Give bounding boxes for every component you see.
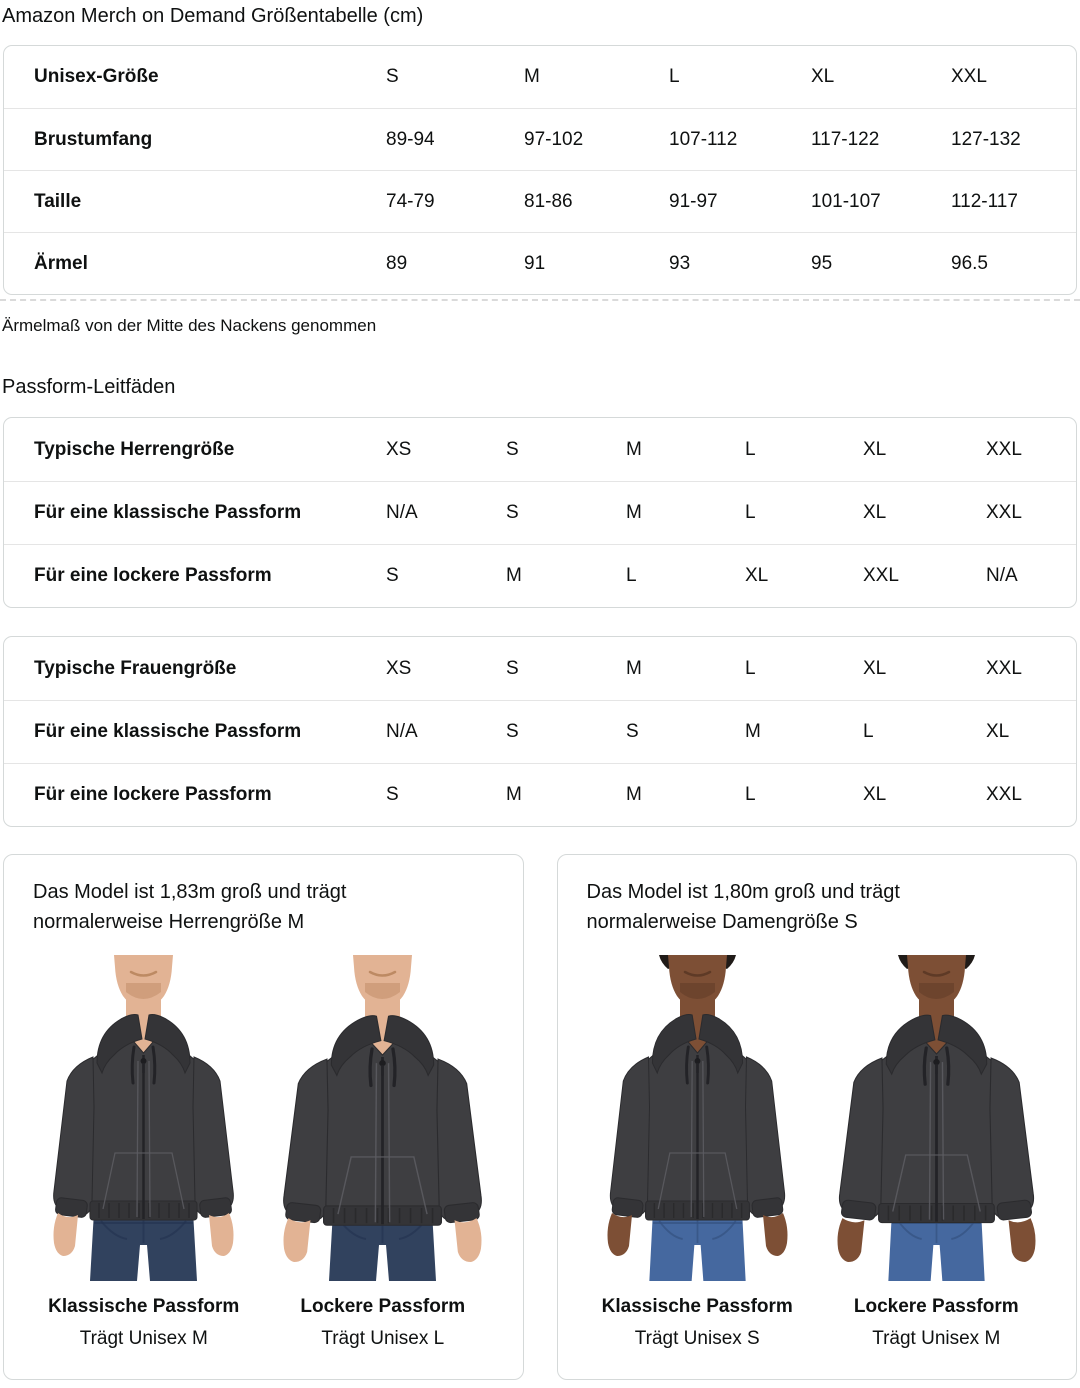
fit-label: Lockere Passform <box>853 1296 1019 1317</box>
size-cell: XXL <box>986 438 1022 460</box>
size-worn-label: Trägt Unisex M <box>872 1328 1001 1349</box>
size-cell: 91-97 <box>669 190 718 212</box>
page-title: Amazon Merch on Demand Größentabelle (cm) <box>2 5 424 27</box>
womens-fit-card <box>557 854 1078 1380</box>
table-row <box>4 700 1076 763</box>
size-cell: M <box>745 721 761 742</box>
fit-label: Klassische Passform <box>601 1296 793 1317</box>
size-cell: 97-102 <box>524 128 584 150</box>
row-label: Taille <box>34 190 82 212</box>
size-cell: M <box>626 438 642 460</box>
figure-caption <box>585 1295 810 1350</box>
divider <box>0 299 1080 301</box>
size-cell: N/A <box>386 502 418 523</box>
figure-caption <box>31 1295 256 1350</box>
womens-fit-table <box>3 636 1077 827</box>
size-cell: S <box>386 784 399 805</box>
row-label: Typische Frauengröße <box>34 657 237 679</box>
size-cell: 107-112 <box>669 128 738 150</box>
table-row <box>4 232 1076 294</box>
size-cell: L <box>745 784 756 805</box>
size-cell: S <box>506 657 519 679</box>
size-cell: L <box>626 565 637 586</box>
size-cell: L <box>745 502 756 523</box>
size-cell: 89 <box>386 252 408 274</box>
size-cell: 74-79 <box>386 190 435 212</box>
size-cell: 112-117 <box>951 190 1018 212</box>
size-cell: L <box>745 657 756 679</box>
classic-fit-figure <box>31 955 256 1350</box>
size-cell: XS <box>386 657 412 679</box>
size-cell: M <box>524 66 540 87</box>
fit-label: Klassische Passform <box>48 1296 240 1317</box>
loose-fit-figure <box>824 955 1049 1350</box>
fit-label: Lockere Passform <box>300 1296 466 1317</box>
table-row <box>4 481 1076 544</box>
row-label: Typische Herrengröße <box>34 438 235 460</box>
size-cell: S <box>506 438 519 460</box>
size-cell: XL <box>745 565 769 586</box>
size-cell: XXL <box>986 657 1022 679</box>
size-cell: S <box>506 721 519 742</box>
row-label: Für eine lockere Passform <box>34 565 272 586</box>
size-cell: 101-107 <box>811 190 881 212</box>
size-cell: XL <box>863 657 887 679</box>
figure-row <box>31 955 496 1350</box>
loose-fit-figure <box>270 955 495 1350</box>
model-photo-female-loose <box>824 955 1049 1281</box>
figure-caption <box>824 1295 1049 1350</box>
size-cell: 95 <box>811 252 833 274</box>
size-cell: XXL <box>986 784 1022 805</box>
size-cell: XXL <box>986 502 1022 523</box>
size-cell: L <box>669 66 680 87</box>
size-cell: XXL <box>951 66 987 87</box>
figure-caption <box>270 1295 495 1350</box>
size-cell: 93 <box>669 252 691 274</box>
table-row <box>4 46 1076 108</box>
size-cell: L <box>745 438 756 460</box>
size-cell: 89-94 <box>386 128 435 150</box>
size-cell: 91 <box>524 252 546 274</box>
size-cell: XS <box>386 438 412 460</box>
size-table <box>3 45 1077 295</box>
table-row <box>4 108 1076 170</box>
size-cell: 96.5 <box>951 252 988 274</box>
size-cell: M <box>626 657 642 679</box>
size-cell: M <box>506 784 522 805</box>
size-cell: XL <box>863 784 887 805</box>
size-cell: XL <box>811 66 835 87</box>
row-label: Ärmel <box>34 252 88 274</box>
size-cell: XL <box>863 438 887 460</box>
row-label: Für eine lockere Passform <box>34 784 272 805</box>
size-cell: N/A <box>386 721 418 742</box>
table-row <box>4 763 1076 826</box>
size-cell: S <box>506 502 519 523</box>
mens-fit-table <box>3 417 1077 608</box>
size-cell: N/A <box>986 565 1018 586</box>
size-cell: S <box>626 721 639 742</box>
table-row <box>4 544 1076 607</box>
model-description: Das Model ist 1,80m groß und trägt normalerweise Damengröße S <box>586 881 900 933</box>
mens-fit-card <box>3 854 524 1380</box>
size-worn-label: Trägt Unisex L <box>321 1328 445 1349</box>
size-cell: S <box>386 565 399 586</box>
size-cell: XL <box>986 721 1010 742</box>
fit-guides-heading: Passform-Leitfäden <box>2 376 176 398</box>
sleeve-measure-note: Ärmelmaß von der Mitte des Nackens genommen <box>2 316 377 335</box>
table-row <box>4 637 1076 700</box>
size-cell: M <box>506 565 522 586</box>
table-row <box>4 418 1076 481</box>
size-cell: 127-132 <box>951 128 1021 150</box>
row-label: Für eine klassische Passform <box>34 502 302 523</box>
size-cell: 81-86 <box>524 190 573 212</box>
table-row <box>4 170 1076 232</box>
size-cell: L <box>863 721 874 742</box>
size-cell: 117-122 <box>811 128 880 150</box>
size-worn-label: Trägt Unisex S <box>634 1328 760 1349</box>
row-label: Brustumfang <box>34 128 153 150</box>
size-cell: M <box>626 502 642 523</box>
size-cell: M <box>626 784 642 805</box>
model-cards <box>3 854 1077 1380</box>
model-photo-female-classic <box>585 955 810 1281</box>
size-cell: XXL <box>863 565 899 586</box>
row-label: Für eine klassische Passform <box>34 721 302 742</box>
model-description: Das Model ist 1,83m groß und trägt normalerweise Herrengröße M <box>33 881 347 933</box>
model-photo-male-classic <box>31 955 256 1281</box>
row-label: Unisex-Größe <box>34 66 159 87</box>
size-cell: XL <box>863 502 887 523</box>
model-photo-male-loose <box>270 955 495 1281</box>
figure-row <box>585 955 1050 1350</box>
size-cell: S <box>386 66 399 87</box>
classic-fit-figure <box>585 955 810 1350</box>
size-worn-label: Trägt Unisex M <box>79 1328 208 1349</box>
